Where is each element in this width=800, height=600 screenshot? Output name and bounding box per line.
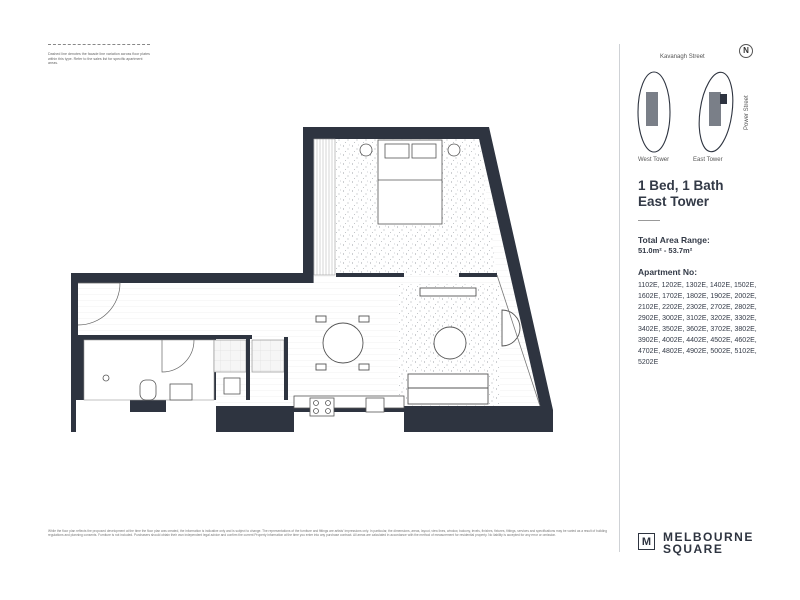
facade-legend-text: Dashed line denotes the facade line variation across floor plates within this type. Refer to the sales list for specific apartment areas. [48,52,150,66]
disclaimer-text: While the floor plan reflects the proposed development at the time the floor plan was created, the information is indicative only and is subject to change. The representations of the furniture and fittings are artists' impressions only. In particular, the dimensions, areas, layout, view lines, window, balcony, levels, finishes, fixtures, fittings, services and specifications may be varied as a result of building regulations and planning consents. Furniture is not included. Purchasers should obtain their own independent legal advice and confirm the current Property information at the time you enter into any purchase contract. All areas are calculated in accordance with the method of measurement for residential property. No liability is accepted for any error or omission. [48,529,608,537]
north-compass-icon: N [739,44,753,58]
laundry [252,340,284,372]
brand-wordmark [663,531,754,555]
keyplan [638,70,737,154]
apartment-type: 1 Bed, 1 Bath [638,178,724,193]
area-label: Total Area Range: [638,235,710,245]
street-label-kavanagh: Kavanagh Street [660,54,705,60]
area-value: 51.0m² - 53.7m² [638,246,693,255]
title-separator [638,220,660,221]
apartment-title [638,178,724,210]
apartment-numbers-label: Apartment No: [638,267,698,277]
street-label-power: Power Street [744,95,750,130]
kitchen-bench [294,396,404,416]
brand-line1: MELBOURNE [663,530,754,544]
apartment-numbers-list: 1102E, 1202E, 1302E, 1402E, 1502E, 1602E, 1702E, 1802E, 1902E, 2002E, 2102E, 2202E, 2302E, 2702E, 2802E, 2902E, 3002E, 3102E, 3202E, 3302E, 3402E, 3502E, 3602E, 3702E, 3802E, 3902E, 4002E, 4402E, 4502E, 4602E, 4702E, 4802E, 4902E, 5002E, 5102E, 5202E [638,282,757,366]
shower [214,340,246,372]
apartment-tower: East Tower [638,194,710,209]
west-tower-label: West Tower [638,157,670,163]
brand-line2: SQUARE [663,542,724,556]
east-tower-highlight [720,94,727,104]
east-tower-label: East Tower [693,157,723,163]
melbourne-square-logo-icon: M [638,533,655,550]
panel-divider [619,44,620,552]
